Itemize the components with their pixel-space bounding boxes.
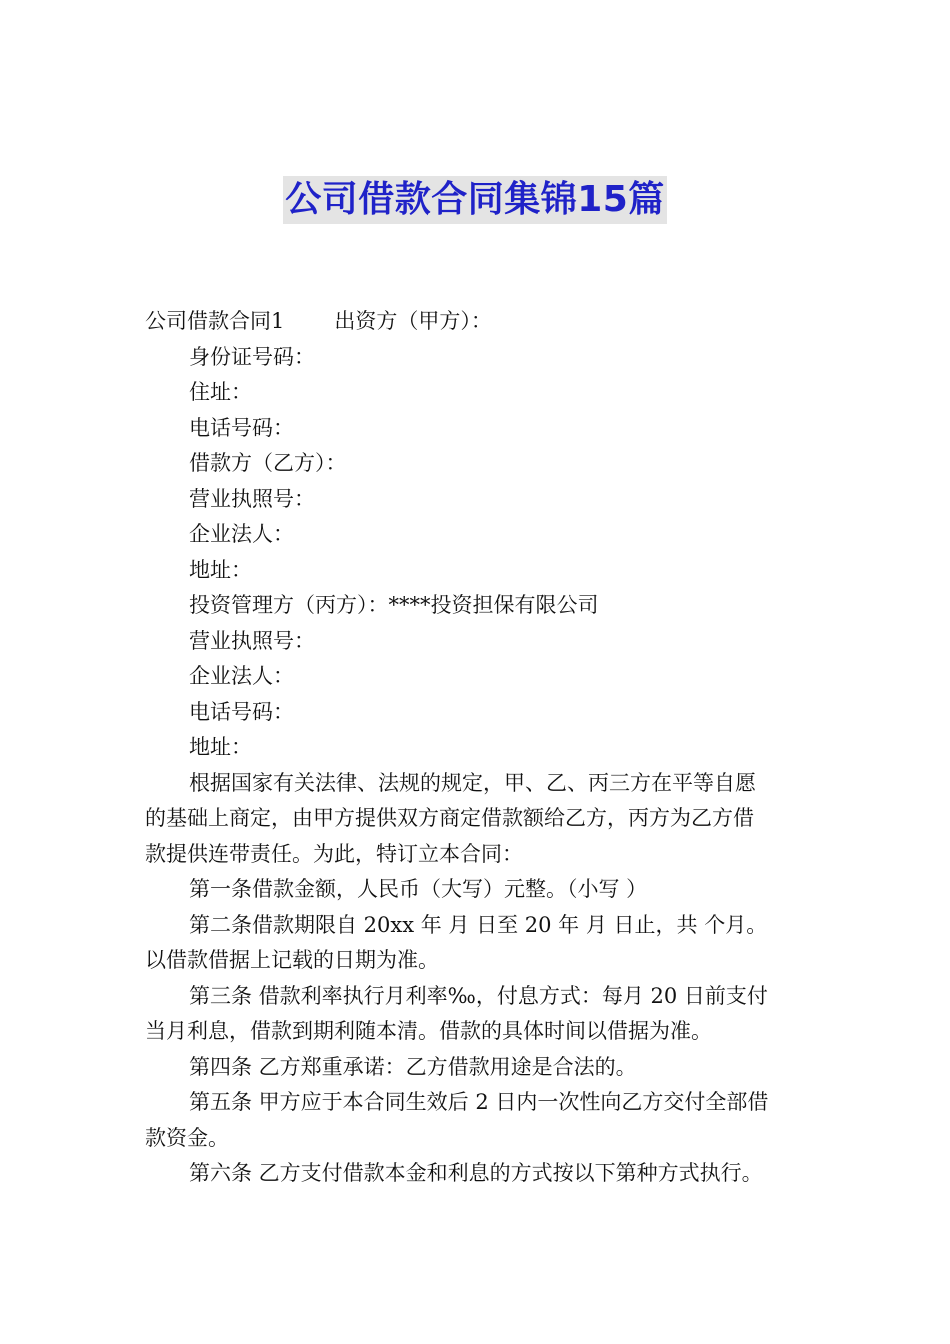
paragraph-line: 的基础上商定，由甲方提供双方商定借款额给乙方，丙方为乙方借	[145, 806, 754, 830]
paragraph-line: 款资金。	[145, 1125, 229, 1150]
field-line: 企业法人：	[189, 664, 294, 688]
field-line: 投资管理方（丙方）：****投资担保有限公司	[189, 593, 599, 617]
document-title: 公司借款合同集锦15篇	[283, 176, 667, 224]
paragraph-line: 以借款借据上记载的日期为准。	[145, 948, 439, 972]
lender-label: 出资方（甲方）：	[334, 309, 492, 333]
title-container	[0, 176, 950, 224]
paragraph-line: 第一条借款金额，人民币（大写）元整。（小写 ）	[189, 877, 648, 901]
field-line: 身份证号码：	[189, 344, 315, 369]
paragraph-line: 第六条 乙方支付借款本金和利息的方式按以下第种方式执行。	[189, 1161, 763, 1185]
document-body	[145, 304, 807, 1192]
paragraph-line: 第二条借款期限自 20xx 年 月 日至 20 年 月 日止，共 个月。	[189, 912, 768, 937]
field-line: 电话号码：	[189, 699, 294, 724]
field-line: 地址：	[189, 557, 252, 582]
field-line: 住址：	[189, 380, 252, 404]
paragraph-line: 款提供连带责任。为此，特订立本合同：	[145, 841, 523, 866]
contract-heading-line	[145, 304, 807, 340]
field-line: 营业执照号：	[189, 486, 315, 511]
field-line: 地址：	[189, 735, 252, 759]
paragraph-line: 根据国家有关法律、法规的规定，甲、乙、丙三方在平等自愿	[189, 770, 756, 795]
field-line: 营业执照号：	[189, 628, 315, 653]
field-line: 企业法人：	[189, 522, 294, 546]
paragraph-line: 当月利息，借款到期利随本清。借款的具体时间以借据为准。	[145, 1019, 712, 1043]
paragraph-line: 第五条 甲方应于本合同生效后 2 日内一次性向乙方交付全部借	[189, 1090, 769, 1114]
paragraph-line: 第四条 乙方郑重承诺：乙方借款用途是合法的。	[189, 1054, 637, 1079]
field-line: 借款方（乙方）：	[189, 451, 347, 475]
paragraph-line: 第三条 借款利率执行月利率‰，付息方式：每月 20 日前支付	[189, 983, 768, 1008]
field-line: 电话号码：	[189, 415, 294, 440]
contract-number: 公司借款合同1	[145, 309, 285, 333]
